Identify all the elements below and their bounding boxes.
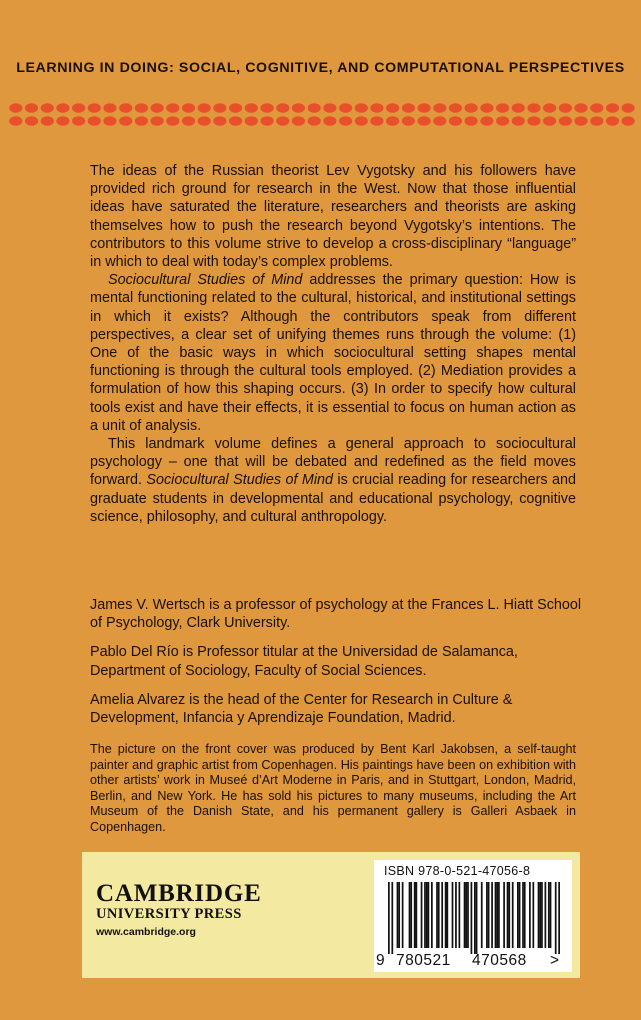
decorative-dot <box>386 116 399 126</box>
decorative-dot <box>418 103 431 113</box>
decorative-dot <box>449 103 462 113</box>
barcode-bar <box>548 882 550 948</box>
editor-bio-del-rio: Pablo Del Río is Professor titular at the Universidad de Salamanca, Department of Sociology, Faculty of Social Sciences. <box>90 644 518 679</box>
decorative-dot <box>418 116 431 126</box>
decorative-dot <box>103 103 116 113</box>
barcode-bar <box>388 882 390 954</box>
decorative-dot <box>245 103 258 113</box>
decorative-dot <box>119 103 132 113</box>
decorative-dot <box>213 116 226 126</box>
editor-bio-wertsch: James V. Wertsch is a professor of psychology at the Frances L. Hiatt School of Psychology, Clark University. <box>90 597 582 632</box>
decorative-dot <box>402 116 415 126</box>
publisher-logo: CAMBRIDGE <box>96 880 262 907</box>
barcode-bar <box>529 882 531 948</box>
decorative-dot <box>574 116 587 126</box>
decorative-dot <box>9 103 22 113</box>
barcode-bar <box>436 882 438 948</box>
decorative-dot <box>480 116 493 126</box>
barcode-bar <box>402 882 404 948</box>
barcode-bar <box>474 882 476 954</box>
barcode-bar <box>495 882 497 948</box>
isbn-label: ISBN 978-0-521-47056-8 <box>384 864 531 878</box>
barcode-bar <box>471 882 473 954</box>
decorative-dot <box>496 103 509 113</box>
decorative-dot <box>41 103 54 113</box>
barcode-bar <box>391 882 393 954</box>
barcode-bar <box>555 882 557 954</box>
decorative-dot <box>261 103 274 113</box>
barcode-bar <box>532 882 534 948</box>
barcode-bar <box>459 882 461 948</box>
decorative-dot <box>606 103 619 113</box>
decorative-dot <box>151 116 164 126</box>
decorative-dot <box>527 103 540 113</box>
decorative-dot <box>213 103 226 113</box>
decorative-dot <box>103 116 116 126</box>
decorative-dot <box>543 103 556 113</box>
decorative-dot <box>386 103 399 113</box>
barcode-bar <box>519 882 521 948</box>
decorative-dot <box>56 116 69 126</box>
barcode-bar <box>558 882 560 954</box>
decorative-dot <box>606 116 619 126</box>
decorative-dot <box>590 103 603 113</box>
decorative-dot <box>527 116 540 126</box>
decorative-dot <box>72 116 85 126</box>
decorative-dot <box>574 103 587 113</box>
barcode-bar <box>446 882 448 948</box>
decorative-dot <box>25 103 38 113</box>
barcode-bar <box>428 882 430 948</box>
barcode-bar <box>550 882 552 948</box>
barcode-bar <box>503 882 505 948</box>
barcode-area: ISBN 978-0-521-47056-8 9 780521 470568 > <box>374 860 572 972</box>
decorative-dot <box>198 116 211 126</box>
decorative-dot <box>182 116 195 126</box>
decorative-dot <box>119 116 132 126</box>
decorative-dot <box>166 103 179 113</box>
book-title-mention: Sociocultural Studies of Mind <box>108 272 303 289</box>
decorative-dot <box>229 116 242 126</box>
decorative-dot-row-2 <box>8 116 636 126</box>
decorative-dot <box>622 103 635 113</box>
barcode-bar <box>491 882 493 948</box>
decorative-dot <box>229 103 242 113</box>
barcode-bar <box>398 882 400 948</box>
decorative-dot <box>559 116 572 126</box>
decorative-dot <box>339 103 352 113</box>
decorative-dot <box>370 103 383 113</box>
decorative-dot <box>496 116 509 126</box>
decorative-dot <box>88 116 101 126</box>
decorative-dot <box>370 116 383 126</box>
barcode-bar <box>441 882 443 948</box>
barcode-bar <box>426 882 428 948</box>
barcode-bar <box>496 882 498 948</box>
decorative-dot <box>308 116 321 126</box>
decorative-dot <box>135 116 148 126</box>
decorative-dot <box>41 116 54 126</box>
decorative-dot <box>56 103 69 113</box>
barcode-bar <box>455 882 457 948</box>
decorative-dot <box>276 116 289 126</box>
decorative-dot <box>261 116 274 126</box>
decorative-dot-row-1 <box>8 103 636 113</box>
decorative-dot <box>276 103 289 113</box>
decorative-dot <box>308 103 321 113</box>
barcode-bar <box>486 882 488 948</box>
barcode-bar <box>445 882 447 948</box>
barcode-bar <box>467 882 469 948</box>
decorative-dot <box>512 103 525 113</box>
decorative-dot <box>198 103 211 113</box>
description-paragraph-3: This landmark volume defines a general approach to sociocultural psychology – one that will be debated and redefined as the field moves forward. Sociocultural Studies of Mind is crucial reading for researchers and graduate students in developmental and educational psychology, cognitive science, philosophy, and cultural anthropology. <box>90 436 577 525</box>
decorative-dot <box>9 116 22 126</box>
book-title-mention: Sociocultural Studies of Mind <box>146 472 334 489</box>
decorative-dot <box>245 116 258 126</box>
barcode-bar <box>522 882 524 948</box>
barcode-bar <box>424 882 426 948</box>
barcode-bar <box>464 882 466 948</box>
barcode-bar <box>488 882 490 948</box>
decorative-dot <box>166 116 179 126</box>
series-title: LEARNING IN DOING: SOCIAL, COGNITIVE, AND COMPUTATIONAL PERSPECTIVES <box>16 60 625 76</box>
barcode-bar <box>517 882 519 948</box>
decorative-dot <box>433 116 446 126</box>
publisher-subtitle: UNIVERSITY PRESS <box>96 906 242 922</box>
decorative-dot <box>465 103 478 113</box>
barcode-bar <box>498 882 500 948</box>
decorative-dot <box>323 116 336 126</box>
barcode-bar <box>414 882 416 948</box>
decorative-dot <box>355 116 368 126</box>
barcode-bar <box>541 882 543 948</box>
decorative-dot <box>543 116 556 126</box>
editor-bio-alvarez: Amelia Alvarez is the head of the Center for Research in Culture & Development, Infancia y Aprendizaje Foundation, Madrid. <box>90 691 513 727</box>
editor-bios <box>90 596 590 738</box>
barcode-bar <box>421 882 423 948</box>
barcode-bar <box>452 882 454 948</box>
barcode-bar <box>545 882 547 948</box>
decorative-dot <box>135 103 148 113</box>
decorative-dot <box>182 103 195 113</box>
barcode-bar <box>481 882 483 948</box>
decorative-dot <box>88 103 101 113</box>
decorative-dot <box>323 103 336 113</box>
decorative-dot <box>449 116 462 126</box>
publisher-url: www.cambridge.org <box>96 926 196 938</box>
decorative-dot <box>355 103 368 113</box>
decorative-dot <box>151 103 164 113</box>
barcode-bar <box>438 882 440 948</box>
decorative-dot <box>339 116 352 126</box>
barcode-bar <box>524 882 526 948</box>
barcode-bar <box>409 882 411 948</box>
publisher-panel <box>82 852 580 978</box>
barcode-bar <box>539 882 541 948</box>
decorative-dot <box>402 103 415 113</box>
description-paragraph-1: The ideas of the Russian theorist Lev Vygotsky and his followers have provided rich ground for research in the West. Now that those influential ideas have saturated the literature, researchers and theorists are asking themselves how to push the research beyond Vygotsky’s intentions. The contributors to this volume strive to develop a cross-disciplinary “language” in which to deal with today’s complex problems. <box>90 163 576 271</box>
barcode-bar <box>512 882 514 948</box>
barcode-bar <box>538 882 540 948</box>
decorative-dot <box>512 116 525 126</box>
decorative-dot <box>622 116 635 126</box>
barcode-bar <box>507 882 509 948</box>
barcode-bar <box>476 882 478 954</box>
decorative-dot <box>72 103 85 113</box>
barcode-bar <box>465 882 467 948</box>
decorative-dot <box>433 103 446 113</box>
barcode-bar <box>431 882 433 948</box>
cover-art-note: The picture on the front cover was produced by Bent Karl Jakobsen, a self-taught painter and graphic artist from Copenhagen. His paintings have been on exhibition with other artists’ work in Museé d’Art Moderne in Paris, and in Stuttgart, London, Madrid, Berlin, and New York. He has sold his pictures to many museums, including the Art Museum of the Danish State, and his permanent gallery is Galleri Asbaek in Copenhagen. <box>90 742 576 834</box>
book-description <box>90 162 576 526</box>
decorative-dot <box>465 116 478 126</box>
barcode-bar <box>410 882 412 948</box>
decorative-dot <box>559 103 572 113</box>
decorative-dot <box>292 116 305 126</box>
decorative-dot <box>480 103 493 113</box>
description-paragraph-2: Sociocultural Studies of Mind addresses the primary question: How is mental functioning related to the cultural, historical, and institutional settings in which it exists? Although the contributors speak from different perspectives, a clear set of unifying themes runs through the volume: (1) One of the basic ways in which sociocultural setting shapes mental functioning is through the cultural tools employed. (2) Mediation provides a formulation of how this shaping occurs. (3) In order to specify how cultural tools exist and have their effects, it is essential to focus on human action as a unit of analysis. <box>90 272 576 434</box>
barcode-bar <box>508 882 510 948</box>
barcode-bar <box>416 882 418 948</box>
decorative-dot <box>25 116 38 126</box>
decorative-dot <box>590 116 603 126</box>
decorative-dot <box>292 103 305 113</box>
barcode-bar <box>397 882 399 948</box>
